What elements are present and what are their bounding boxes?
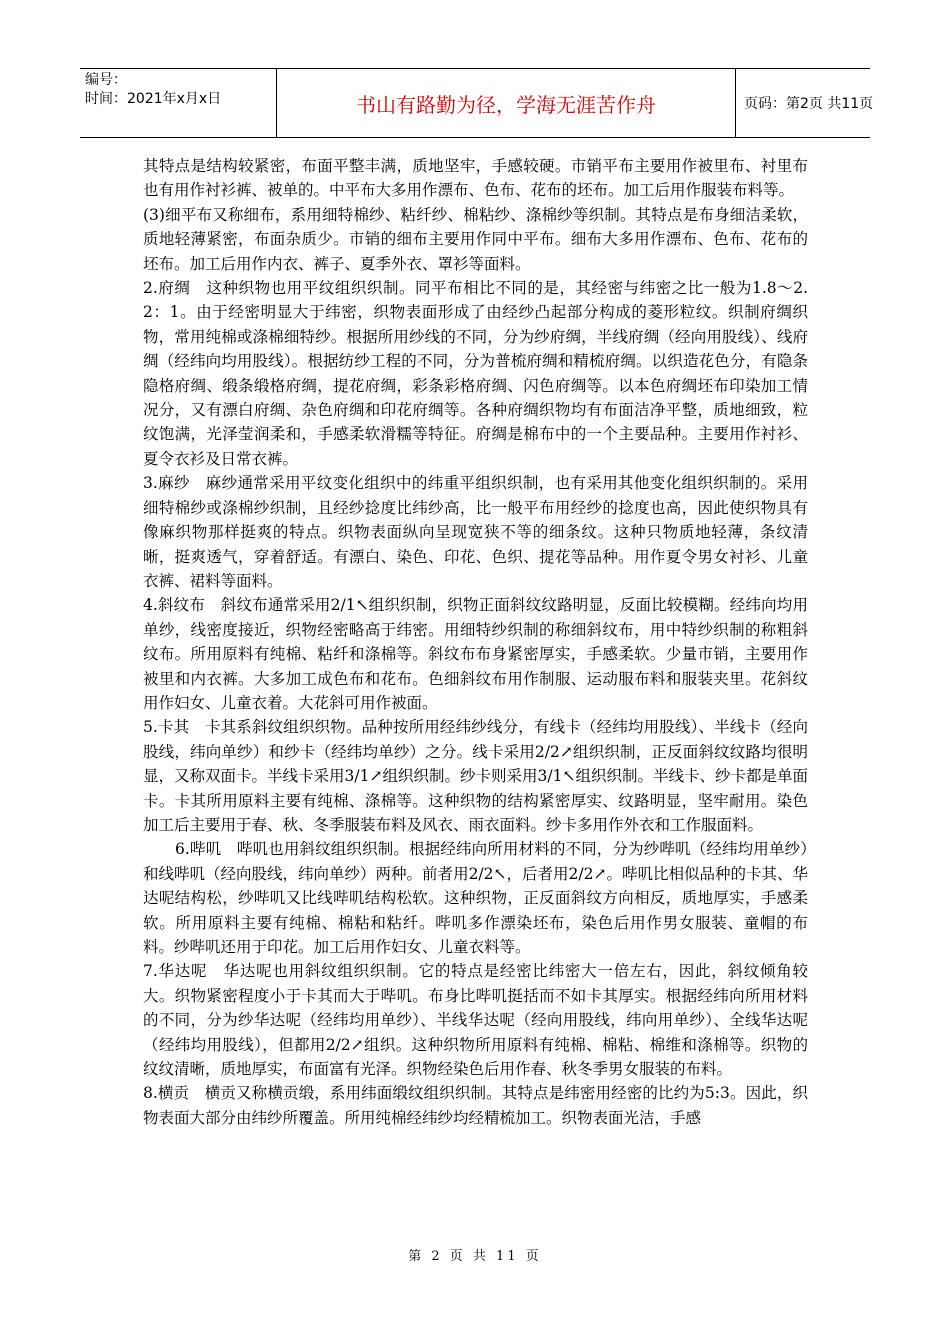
paragraph-poplin: 2.府绸 这种织物也用平纹组织织制。同平布相比不同的是，其经密与纬密之比一般为1.8～2.2：1。由于经密明显大于纬密，织物表面形成了由经纱凸起部分构成的菱形粒纹。织制府绸织物，常用纯棉或涤棉细特纱。根据所用纱线的不同，分为纱府绸，半线府绸（经向用股线）、线府绸（经纬向均用股线）。根据纺纱工程的不同，分为普梳府绸和精梳府绸。以织造花色分，有隐条隐格府绸、缎条缎格府绸，提花府绸，彩条彩格府绸、闪色府绸等。以本色府绸坯布印染加工情况分，又有漂白府绸、杂色府绸和印花府绸等。各种府绸织物均有布面洁净平整，质地细致，粒纹饱满，光泽莹润柔和，手感柔软滑糯等特征。府绸是棉布中的一个主要品种。主要用作衬衫、夏令衣衫及日常衣裤。 [143, 279, 808, 468]
document-body [143, 154, 808, 1130]
paragraph-fine-cloth: (3)细平布又称细布，系用细特棉纱、粘纤纱、棉粘纱、涤棉纱等织制。其特点是布身细洁柔软，质地轻薄紧密，布面杂质少。市销的细布主要用作同中平布。细布大多用作漂布、色布、花布的坯布。加工后用作内衣、裤子、夏季外衣、罩衫等面料。 [143, 205, 808, 273]
header-info-cell [80, 69, 276, 137]
motto-text: 书山有路勤为径，学海无涯苦作舟 [356, 92, 656, 117]
paragraph-sateen: 8.横贡 横贡又称横贡缎，系用纬面缎纹组织织制。其特点是纬密用经密的比约为5:3。因此，织物表面大部分由纬纱所覆盖。所用纯棉经纬纱均经精梳加工。织物表面光洁，手感 [143, 1084, 808, 1127]
paragraph-gabardine: 7.华达呢 华达呢也用斜纹组织织制。它的特点是经密比纬密大一倍左右，因此，斜纹倾角较大。织物紧密程度小于卡其而大于哔叽。布身比哔叽挺括而不如卡其厚实。根据经纬向所用材料的不同，分为纱华达呢（经纬均用单纱）、半线华达呢（经向用股线，纬向用单纱）、全线华达呢（经纬均用股线），但都用2/2↗组织。这种织物所用原料有纯棉、棉粘、棉维和涤棉等。织物的纹纹清晰，质地厚实，布面富有光泽。织物经染色后用作春、秋冬季男女服装的布料。 [143, 962, 808, 1079]
paragraph-twill: 4.斜纹布 斜纹布通常采用2/1↖组织织制，织物正面斜纹纹路明显，反面比较模糊。经纬向均用单纱，线密度接近，织物经密略高于纬密。用细特纱织制的称细斜纹布，用中特纱织制的称粗斜纹布。所用原料有纯棉、粘纤和涤棉等。斜纹布布身紧密厚实，手感柔软。少量市销，主要用作被里和内衣裤。大多加工成色布和花布。色细斜纹布用作制服、运动服布料和服装夹里。花斜纹用作妇女、儿童衣着。大花斜可用作被面。 [143, 596, 808, 712]
number-label: 编号： [85, 72, 127, 88]
paragraph-khaki: 5.卡其 卡其系斜纹组织织物。品种按所用经纬纱线分，有线卡（经纬均用股线）、半线卡（经向股线，纬向单纱）和纱卡（经纬均单纱）之分。线卡采用2/2↗组织织制，正反面斜纹纹路均很明显，又称双面卡。半线卡采用3/1↗组织织制。纱卡则采用3/1↖组织织制。半线卡、纱卡都是单面卡。卡其所用原料主要有纯棉、涤棉等。这种织物的结构紧密厚实、纹路明显，坚牢耐用。染色加工后主要用于春、秋、冬季服装布料及风衣、雨衣面料。纱卡多用作外衣和工作服面料。 [143, 718, 808, 834]
paragraph-hemp-yarn: 3.麻纱 麻纱通常采用平纹变化组织中的纬重平组织织制，也有采用其他变化组织织制的。采用细特棉纱或涤棉纱织制，且经纱捻度比纬纱高，比一般平布用经纱的捻度也高，因此使织物具有像麻织物那样挺爽的特点。织物表面纵向呈现宽狭不等的细条纹。这种只物质地轻薄，条纹清晰，挺爽透气，穿着舒适。有漂白、染色、印花、色织、提花等品种。用作夏令男女衬衫、儿童衣裤、裙料等面料。 [143, 474, 808, 590]
header-motto-cell [276, 69, 736, 137]
paragraph-plain-cloth-cont: 其特点是结构较紧密，布面平整丰满，质地坚牢，手感较硬。市销平布主要用作被里布、衬里布也有用作衬衫裤、被单的。中平布大多用作漂布、色布、花布的坯布。加工后用作服装布料等。 [143, 157, 808, 200]
header-page-cell [736, 69, 874, 137]
page-footer: 第 2 页 共 11 页 [408, 1249, 542, 1264]
page-number-label: 页码：第2页 共11页 [744, 96, 874, 112]
paragraph-serge: 6.哔叽 哔叽也用斜纹组织织制。根据经纬向所用材料的不同，分为纱哔叽（经纬均用单纱）和线哔叽（经向股线，纬向单纱）两种。前者用2/2↖，后者用2/2↗。哔叽比相似品种的卡其、华达呢结构松，纱哔叽又比线哔叽结构松软。这种织物，正反面斜纹方向相反，质地厚实，手感柔软。所用原料主要有纯棉、棉粘和粘纤。哔叽多作漂染坯布，染色后用作男女服装、童帽的布料。纱哔叽还用于印花。加工后用作妇女、儿童衣料等。 [143, 840, 808, 956]
date-label: 时间：2021年x月x日 [85, 91, 222, 107]
page-header [80, 68, 874, 138]
